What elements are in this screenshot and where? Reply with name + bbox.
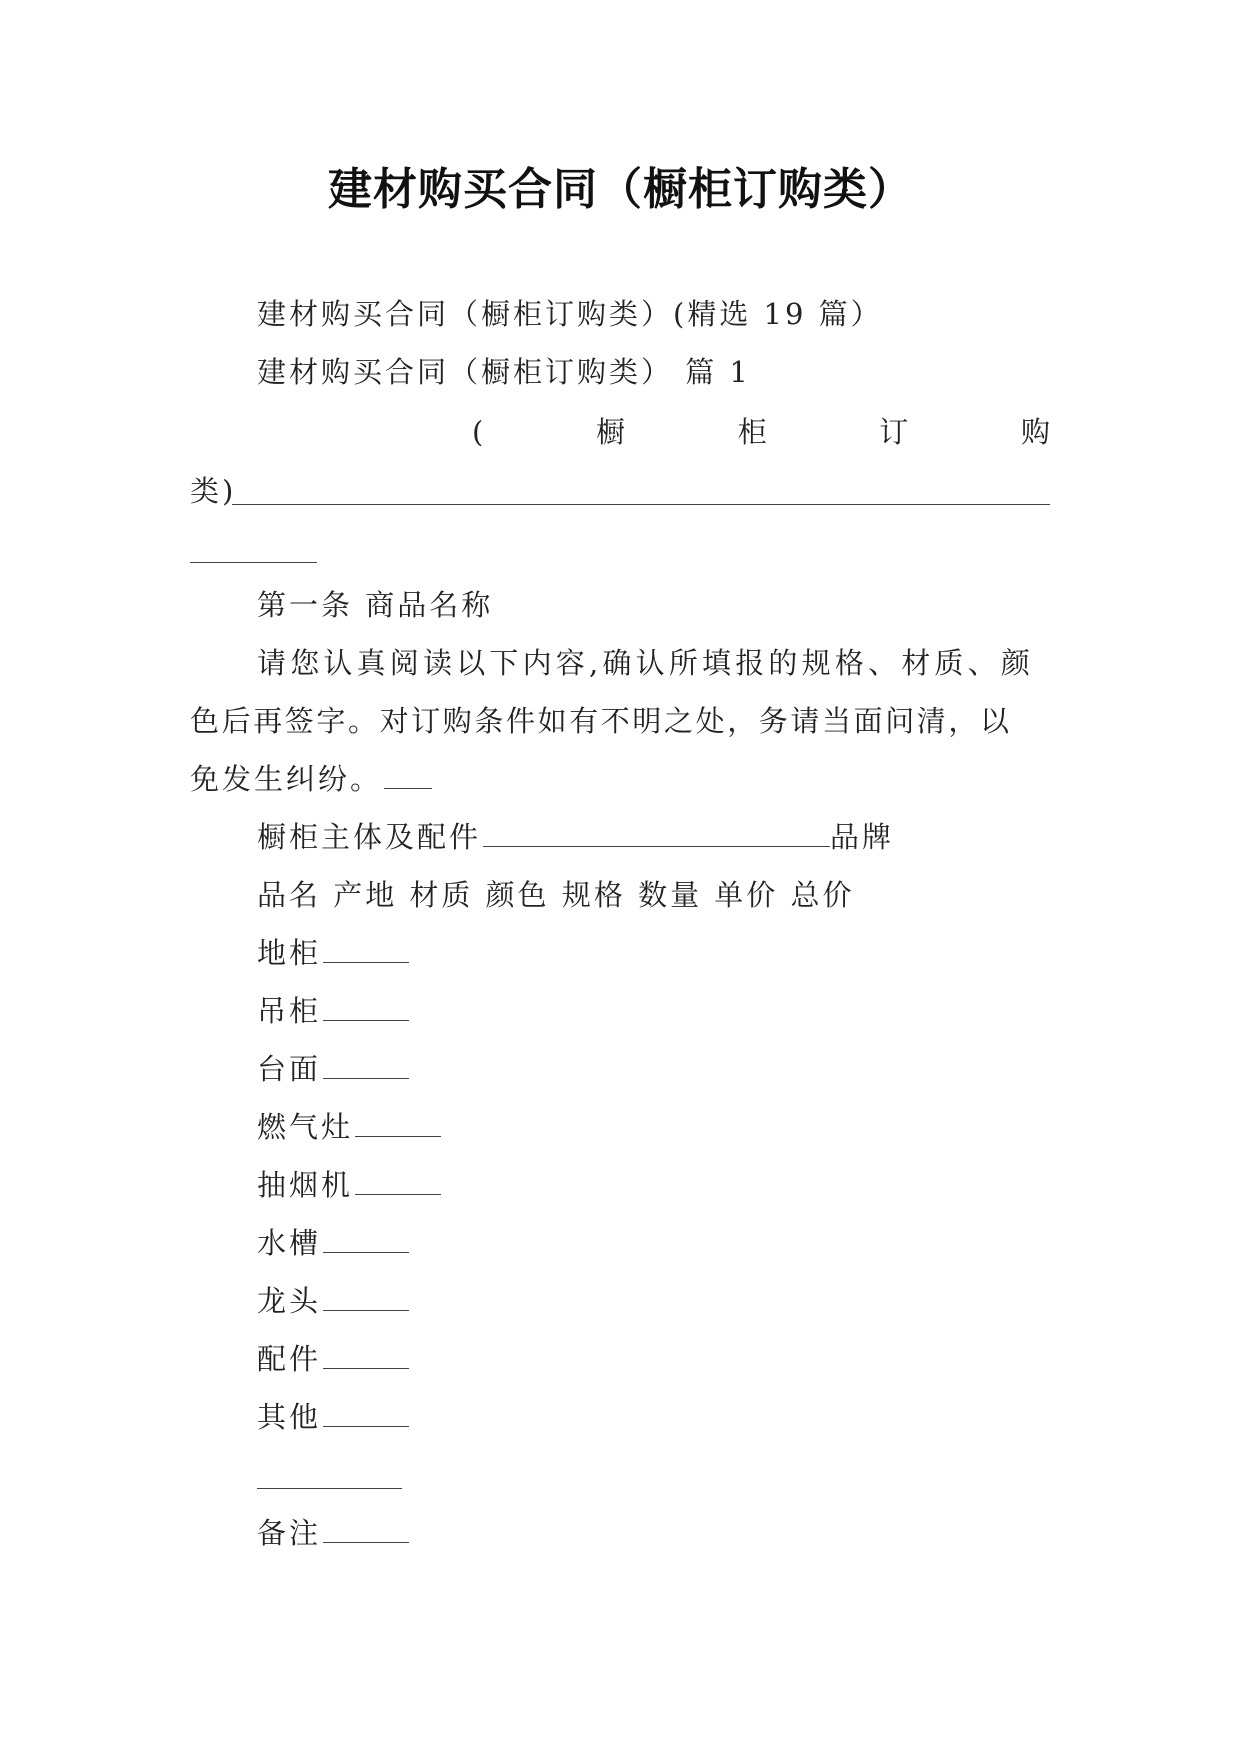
item-row — [257, 1109, 441, 1145]
spread-char: ( — [472, 415, 484, 449]
item-label: 其他 — [257, 1400, 322, 1434]
item-row — [257, 935, 409, 971]
item-label: 龙头 — [257, 1284, 322, 1318]
item-row — [257, 1051, 409, 1087]
item-label: 台面 — [257, 1052, 322, 1086]
blank-underline — [323, 938, 409, 963]
section-heading: 建材购买合同（橱柜订购类） 篇 1 — [257, 355, 751, 389]
subtitle-line: 建材购买合同（橱柜订购类）(精选 19 篇） — [257, 297, 883, 331]
main-parts-label: 橱柜主体及配件 — [257, 820, 482, 854]
blank-underline — [355, 1170, 441, 1195]
item-label: 吊柜 — [257, 994, 322, 1028]
blank-underline — [323, 1518, 409, 1543]
blank-underline — [384, 764, 432, 789]
remarks-row — [257, 1515, 409, 1551]
item-row — [257, 1341, 409, 1377]
spread-title-line — [472, 414, 1050, 450]
notice-line: 请您认真阅读以下内容,确认所填报的规格、材质、颜 — [257, 646, 1035, 680]
item-label: 地柜 — [257, 936, 322, 970]
brand-label: 品牌 — [830, 820, 895, 854]
remarks-label: 备注 — [257, 1516, 322, 1550]
document-title: 建材购买合同（橱柜订购类） — [328, 164, 913, 215]
notice-line — [190, 761, 432, 797]
blank-underline — [323, 1228, 409, 1253]
blank-underline — [355, 1112, 441, 1137]
item-row — [257, 1167, 441, 1203]
item-label: 抽烟机 — [257, 1168, 354, 1202]
notice-line: 色后再签字。对订购条件如有不明之处，务请当面问清，以 — [190, 704, 1012, 738]
item-row — [257, 1283, 409, 1319]
blank-underline — [323, 1286, 409, 1311]
blank-underline — [257, 1488, 402, 1489]
main-parts-line — [257, 819, 894, 855]
spread-tail: 类) — [190, 474, 237, 508]
columns-header: 品名 产地 材质 颜色 规格 数量 单价 总价 — [257, 878, 855, 912]
item-row — [257, 1399, 409, 1435]
notice-text: 免发生纠纷。 — [190, 762, 383, 796]
blank-underline — [323, 1402, 409, 1427]
blank-underline — [323, 1054, 409, 1079]
item-row — [257, 1225, 409, 1261]
spread-char: 订 — [879, 415, 909, 449]
item-label: 水槽 — [257, 1226, 322, 1260]
spread-char: 购 — [1020, 415, 1050, 449]
spread-char: 橱 — [595, 415, 625, 449]
blank-underline — [483, 822, 830, 847]
blank-underline — [323, 1344, 409, 1369]
article-heading: 第一条 商品名称 — [257, 588, 494, 622]
blank-underline — [190, 562, 317, 563]
item-label: 配件 — [257, 1342, 322, 1376]
item-row — [257, 993, 409, 1029]
spread-char: 柜 — [737, 415, 767, 449]
item-label: 燃气灶 — [257, 1110, 354, 1144]
blank-underline — [232, 504, 1050, 505]
blank-underline — [323, 996, 409, 1021]
